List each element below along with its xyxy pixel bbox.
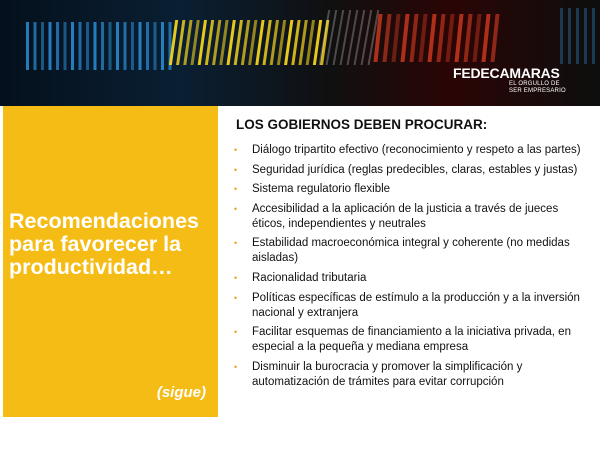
stripe: [94, 22, 97, 70]
title-panel: [3, 106, 218, 417]
logo-tagline-line-2: SER EMPRESARIO: [509, 88, 566, 94]
stripe: [183, 20, 192, 65]
stripe: [109, 22, 112, 70]
stripe: [409, 14, 418, 62]
bullet-icon: •: [234, 203, 238, 214]
stripe: [116, 22, 119, 70]
recommendation-list: [232, 143, 584, 394]
stripe: [576, 8, 579, 64]
recommendation-item: [232, 325, 584, 355]
stripe: [154, 22, 157, 70]
stripe: [418, 14, 427, 62]
recommendation-item: [232, 291, 584, 321]
stripe: [291, 20, 300, 65]
stripe: [146, 22, 149, 70]
stripe: [490, 14, 499, 62]
stripe: [262, 20, 271, 65]
stripe: [49, 22, 52, 70]
recommendation-text: Políticas específicas de estímulo a la producción y a la inversión nacional y extranjera: [252, 291, 580, 319]
recommendation-text: Accesibilidad a la aplicación de la justicia a través de jueces éticos, independientes y neutrales: [252, 202, 559, 230]
recommendation-item: [232, 236, 584, 266]
bullet-icon: •: [234, 327, 238, 338]
recommendation-text: Disminuir la burocracia y promover la simplificación y automatización de trámites para evitar corrupción: [252, 360, 523, 388]
stripe: [139, 22, 142, 70]
stripe: [445, 14, 454, 62]
stripe: [131, 22, 134, 70]
stripe: [277, 20, 286, 65]
stripe: [472, 14, 481, 62]
content-heading: LOS GOBIERNOS DEBEN PROCURAR:: [236, 117, 488, 132]
stripe: [454, 14, 463, 62]
stripe: [427, 14, 436, 62]
logo-name: FEDECAMARAS: [453, 65, 560, 81]
recommendation-text: Sistema regulatorio flexible: [252, 183, 391, 196]
stripe: [382, 14, 391, 62]
recommendation-text: Facilitar esquemas de financiamiento a la iniciativa privada, en especial a la pequeña y mediana empresa: [252, 326, 571, 354]
fedecamaras-logo: [453, 66, 566, 95]
stripe: [71, 22, 74, 70]
stripe: [306, 20, 315, 65]
stripe: [463, 14, 472, 62]
stripe: [284, 20, 293, 65]
continued-label: (sigue): [156, 384, 206, 401]
stripe: [26, 22, 29, 70]
stripe: [190, 20, 199, 65]
stripe: [212, 20, 221, 65]
stripe: [219, 20, 228, 65]
stripe: [298, 20, 307, 65]
stripe: [481, 14, 490, 62]
stripe: [198, 20, 207, 65]
header-banner: [0, 0, 600, 106]
recommendation-item: [232, 182, 584, 197]
stripe: [568, 8, 571, 64]
bullet-icon: •: [234, 238, 238, 249]
recommendation-item: [232, 360, 584, 390]
stripe: [255, 20, 264, 65]
stripe: [176, 20, 185, 65]
stripe: [205, 20, 214, 65]
recommendation-item: [232, 143, 584, 158]
stripe: [79, 22, 82, 70]
recommendation-text: Estabilidad macroeconómica integral y coherente (no medidas aisladas): [252, 237, 570, 265]
recommendation-item: [232, 271, 584, 286]
stripe: [41, 22, 44, 70]
stripe: [391, 14, 400, 62]
recommendation-text: Diálogo tripartito efectivo (reconocimiento y respeto a las partes): [252, 144, 581, 156]
stripe: [124, 22, 127, 70]
bullet-icon: •: [234, 184, 238, 195]
slide-title: Recomendaciones para favorecer la productividad…: [9, 209, 199, 279]
stripe: [248, 20, 257, 65]
logo-tagline-line-1: EL ORGULLO DE: [509, 81, 560, 87]
recommendation-item: [232, 163, 584, 178]
stripe: [584, 8, 587, 64]
stripe: [373, 14, 382, 62]
stripe: [400, 14, 409, 62]
bullet-icon: •: [234, 272, 238, 283]
stripe: [592, 8, 595, 64]
stripe: [64, 22, 67, 70]
bullet-icon: •: [234, 361, 238, 372]
bullet-icon: •: [234, 292, 238, 303]
bullet-icon: •: [234, 164, 238, 175]
recommendation-text: Racionalidad tributaria: [252, 271, 367, 284]
stripe: [101, 22, 104, 70]
recommendation-text: Seguridad jurídica (reglas predecibles, claras, estables y justas): [252, 163, 578, 176]
recommendation-item: [232, 202, 584, 232]
stripe: [34, 22, 37, 70]
stripe: [234, 20, 243, 65]
stripe: [241, 20, 250, 65]
stripe: [560, 8, 563, 64]
stripe: [226, 20, 235, 65]
stripe: [270, 20, 279, 65]
stripe: [56, 22, 59, 70]
stripe: [436, 14, 445, 62]
stripe: [161, 22, 164, 70]
stripe: [86, 22, 89, 70]
bullet-icon: •: [234, 145, 238, 155]
